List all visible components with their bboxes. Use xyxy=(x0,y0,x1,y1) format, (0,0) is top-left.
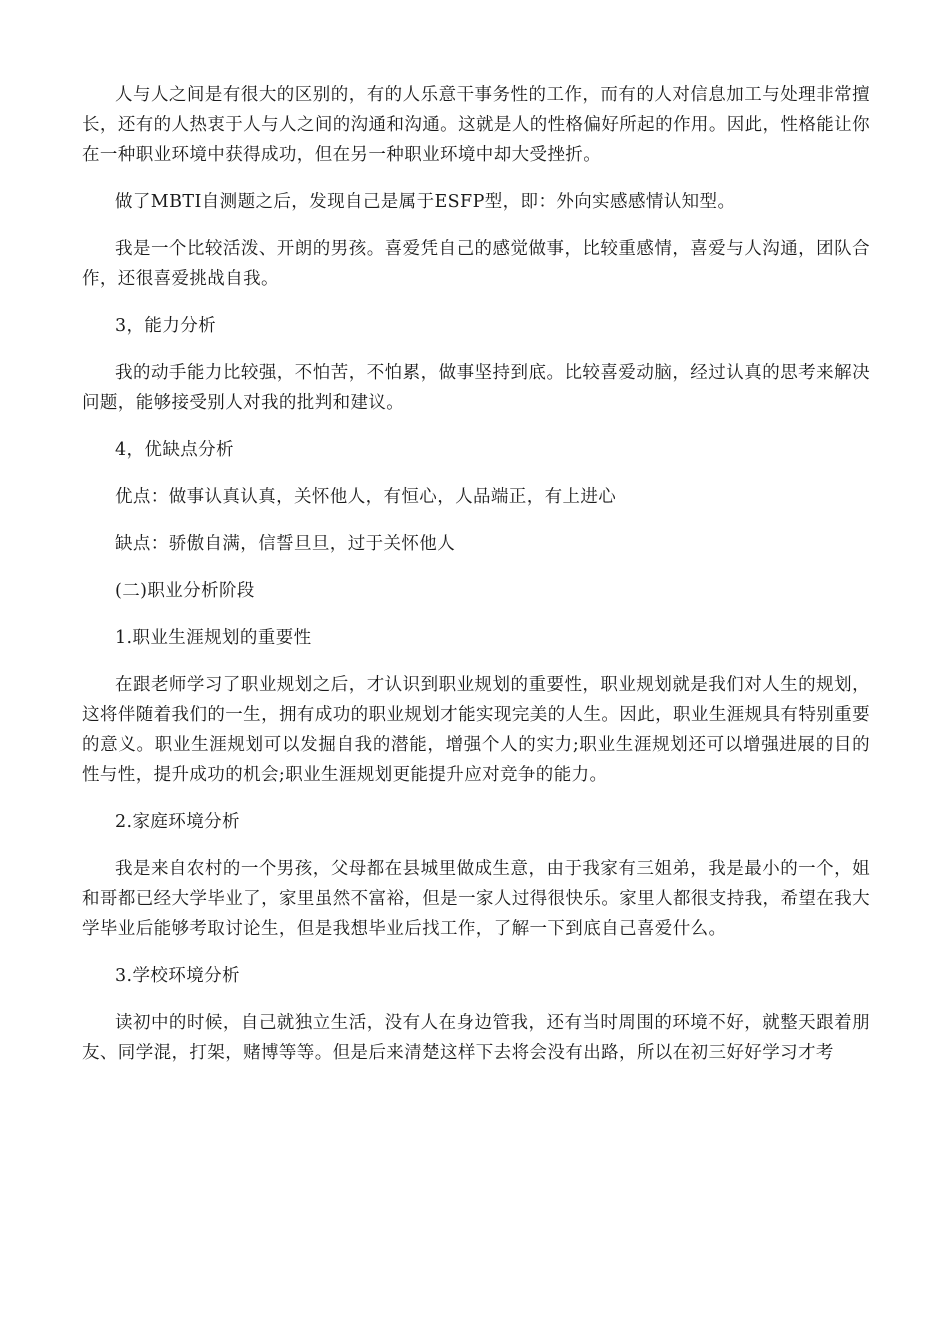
heading-strengths-weaknesses: 4，优缺点分析 xyxy=(115,440,234,460)
paragraph-school: 读初中的时候，自己就独立生活，没有人在身边管我，还有当时周围的环境不好，就整天跟着朋友、同学混，打架，赌博等等。但是后来清楚这样下去将会没有出路，所以在初三好好学习才考 xyxy=(82,1013,870,1063)
paragraph-self-description: 我是一个比较活泼、开朗的男孩。喜爱凭自己的感觉做事，比较重感情，喜爱与人沟通，团队合作，还很喜爱挑战自我。 xyxy=(82,239,870,289)
paragraph-career-planning: 在跟老师学习了职业规划之后，才认识到职业规划的重要性，职业规划就是我们对人生的规划，这将伴随着我们的一生，拥有成功的职业规划才能实现完美的人生。因此，职业生涯规具有特别重要的意义。职业生涯规划可以发掘自我的潜能，增强个人的实力;职业生涯规划还可以增强进展的目的性与性，提升成功的机会;职业生涯规划更能提升应对竞争的能力。 xyxy=(82,675,870,785)
heading-ability-analysis: 3，能力分析 xyxy=(115,316,217,336)
paragraph-family: 我是来自农村的一个男孩，父母都在县城里做成生意，由于我家有三姐弟，我是最小的一个，姐和哥都已经大学毕业了，家里虽然不富裕，但是一家人过得很快乐。家里人都很支持我，希望在我大学毕业后能够考取讨论生，但是我想毕业后找工作，了解一下到底自己喜爱什么。 xyxy=(82,859,870,939)
paragraph-personality-differences: 人与人之间是有很大的区别的，有的人乐意干事务性的工作，而有的人对信息加工与处理非常擅长，还有的人热衷于人与人之间的沟通和沟通。这就是人的性格偏好所起的作用。因此，性格能让你在一种职业环境中获得成功，但在另一种职业环境中却大受挫折。 xyxy=(82,85,870,165)
heading-family-environment: 2.家庭环境分析 xyxy=(115,812,240,832)
heading-school-environment: 3.学校环境分析 xyxy=(115,966,240,986)
paragraph-weaknesses: 缺点：骄傲自满，信誓旦旦，过于关怀他人 xyxy=(115,534,456,554)
document-body xyxy=(82,80,870,1085)
heading-career-analysis-stage: (二)职业分析阶段 xyxy=(115,581,255,601)
paragraph-ability: 我的动手能力比较强，不怕苦，不怕累，做事坚持到底。比较喜爱动脑，经过认真的思考来解决问题，能够接受别人对我的批判和建议。 xyxy=(82,363,870,413)
paragraph-mbti-result: 做了MBTI自测题之后，发现自己是属于ESFP型，即：外向实感感情认知型。 xyxy=(115,192,736,212)
heading-career-planning-importance: 1.职业生涯规划的重要性 xyxy=(115,628,312,648)
paragraph-strengths: 优点：做事认真认真，关怀他人，有恒心，人品端正，有上进心 xyxy=(115,487,617,507)
